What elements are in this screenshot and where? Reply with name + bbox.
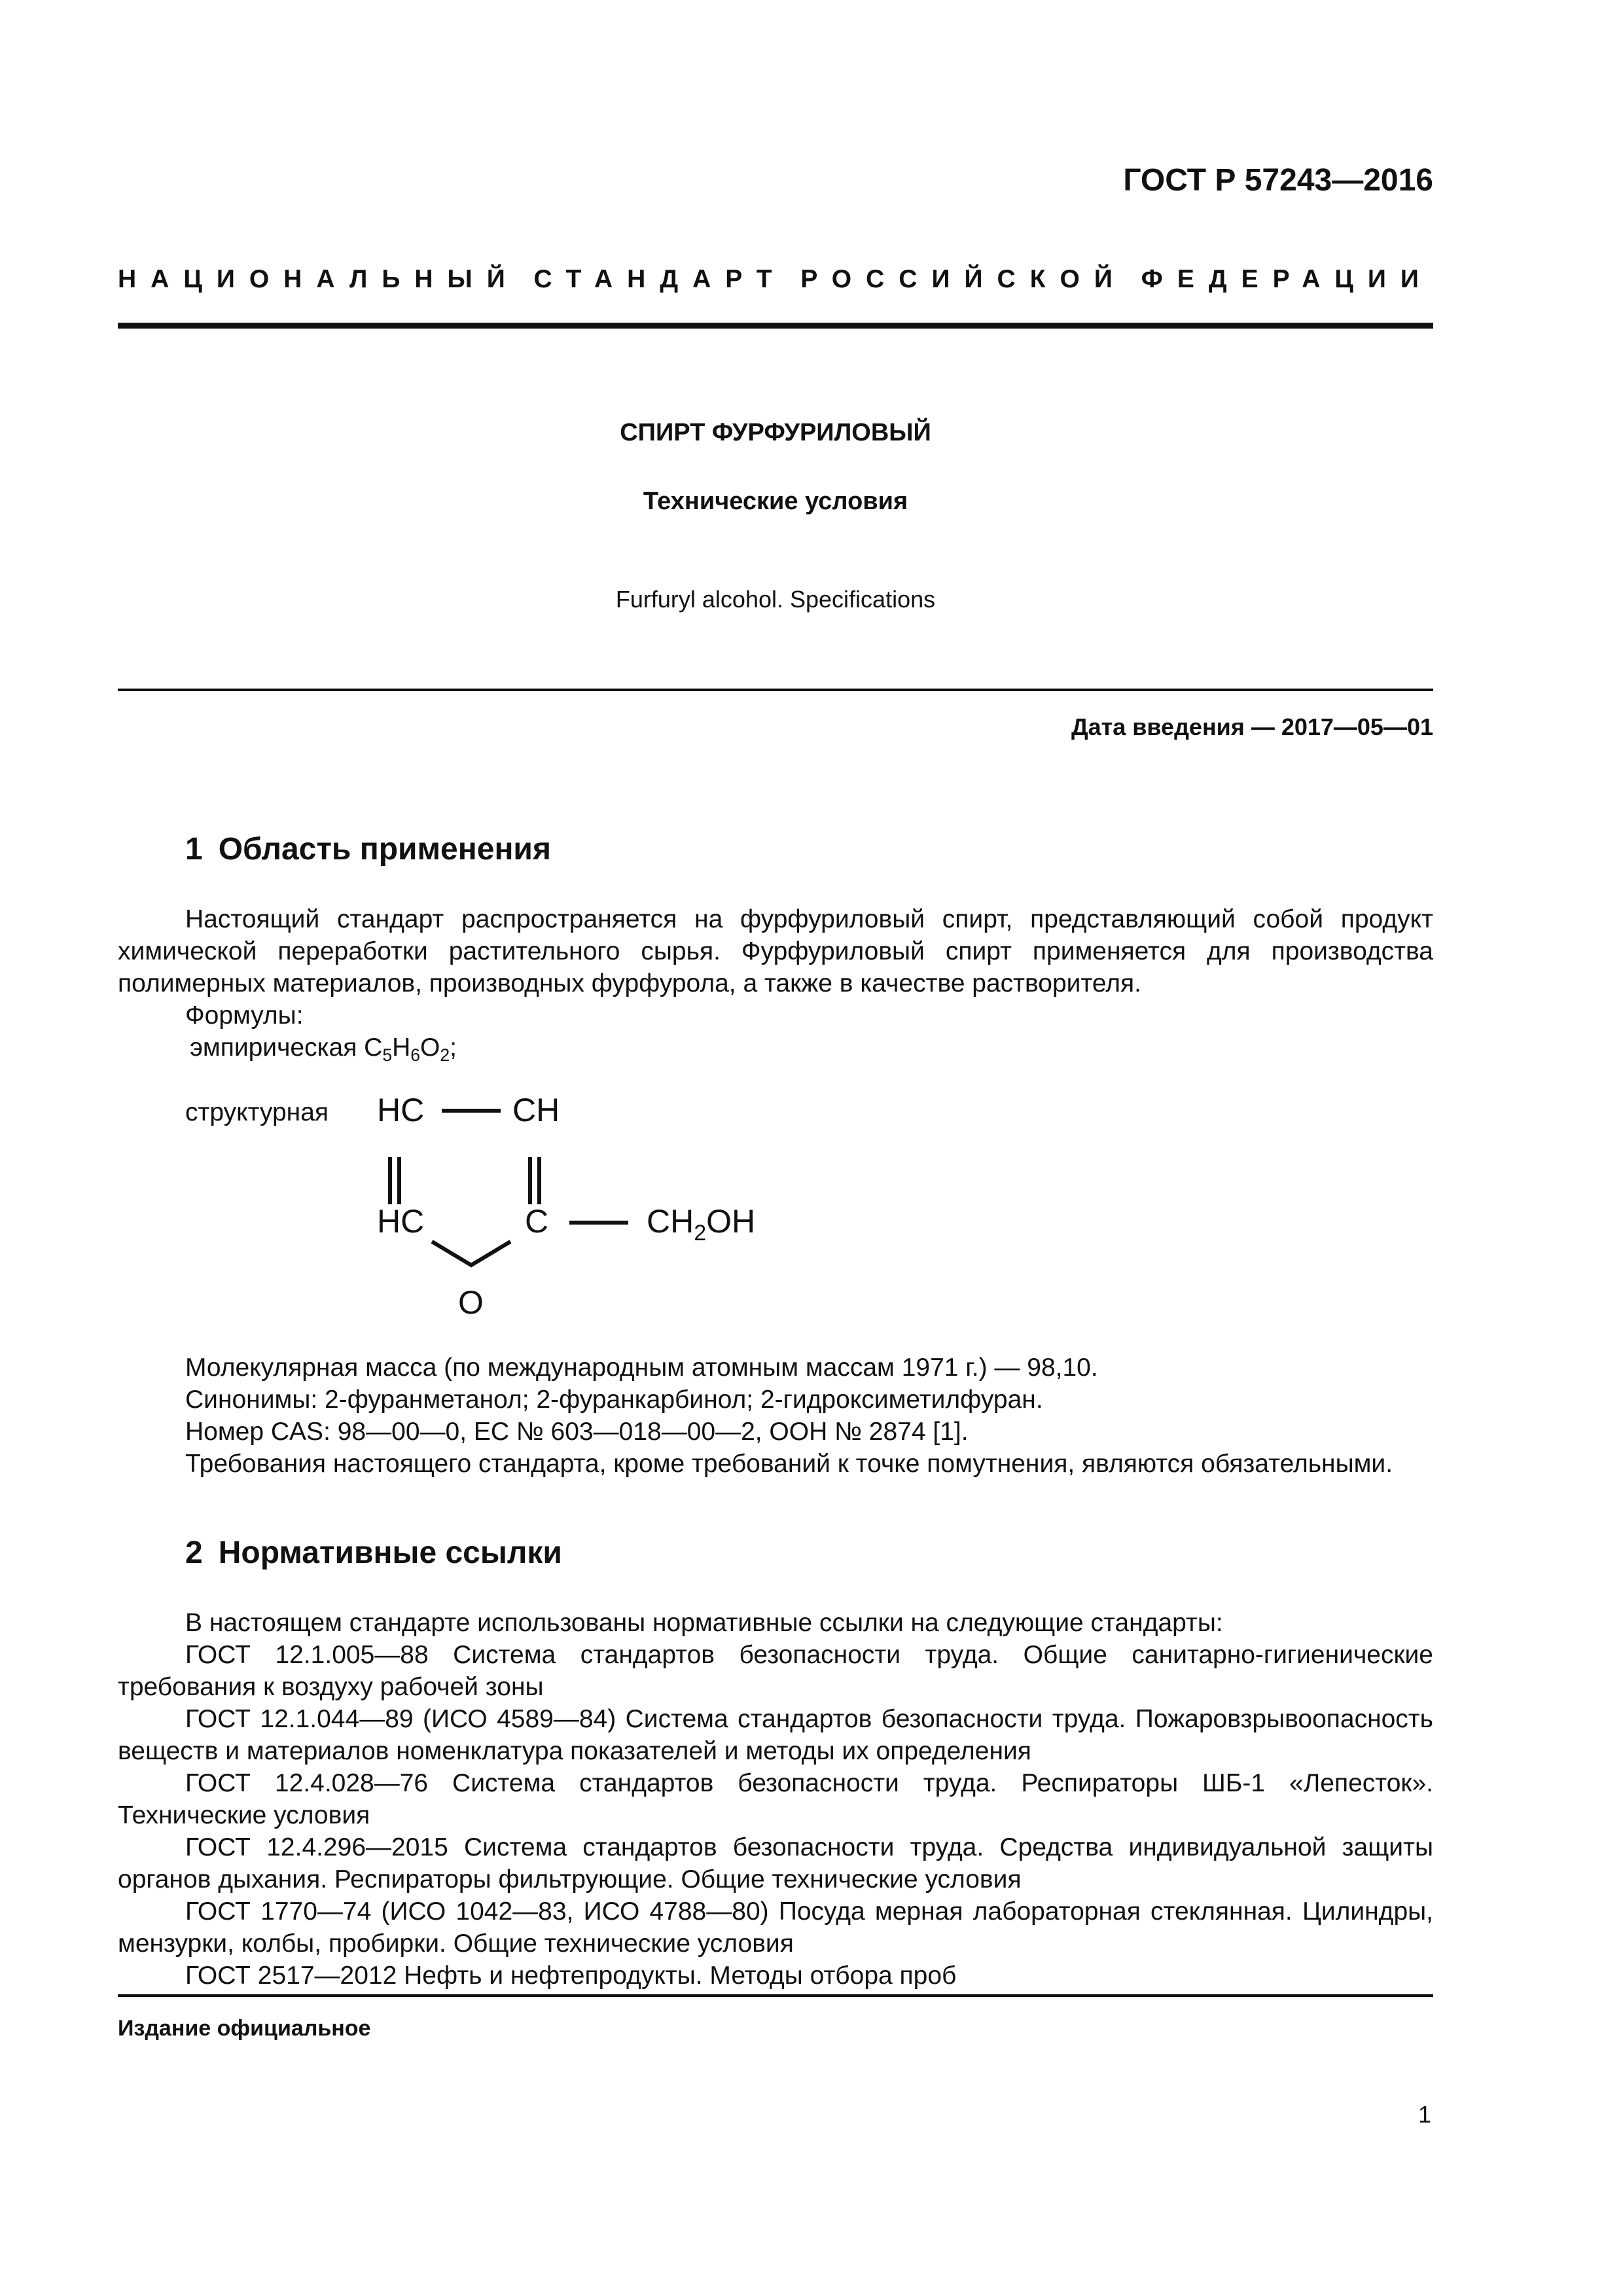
section-1-properties [118, 1352, 1433, 1480]
banner-word: ФЕДЕРАЦИИ [1141, 265, 1433, 293]
official-edition-label: Издание официальное [118, 2016, 371, 2041]
section-title: Область применения [218, 832, 551, 867]
atom-c: C [525, 1203, 549, 1240]
atom-o: O [458, 1284, 484, 1321]
atom-hc-top: HC [377, 1092, 425, 1128]
empirical-label: эмпирическая [190, 1033, 357, 1062]
section-2-heading [185, 1535, 562, 1571]
reference-item: ГОСТ 2517—2012 Нефть и нефтепродукты. Методы отбора проб [185, 1962, 957, 1990]
document-title-english: Furfuryl alcohol. Specifications [615, 586, 936, 613]
document-title: СПИРТ ФУРФУРИЛОВЫЙ [620, 419, 931, 446]
gost-number: ГОСТ Р 57243—2016 [1123, 163, 1433, 198]
title-divider [118, 689, 1433, 691]
structural-formula [366, 1090, 772, 1352]
cas-number: Номер CAS: 98—00—0, ЕС № 603—018—00—2, ООН № 2874 [1]. [185, 1418, 969, 1446]
banner-word: СТАНДАРТ [533, 265, 787, 293]
ring-oxygen-bonds [432, 1242, 510, 1265]
introduction-date: Дата введения — 2017—05—01 [1071, 713, 1433, 740]
formulas-label: Формулы: [185, 1001, 304, 1030]
header-divider [118, 323, 1433, 329]
section-1-body [118, 903, 1433, 1064]
references-intro: В настоящем стандарте использованы нормативные ссылки на следующие стандарты: [185, 1609, 1223, 1637]
reference-item: ГОСТ 12.4.028—76 Система стандартов безопасности труда. Респираторы ШБ-1 «Лепесток». Технические условия [118, 1769, 1433, 1829]
empirical-formula-line [118, 1031, 1433, 1064]
section-number: 1 [185, 832, 203, 867]
reference-item: ГОСТ 12.1.044—89 (ИСО 4589—84) Система стандартов безопасности труда. Пожаровзрывоопасность веществ и материалов номенклатура показателей и методы их определения [118, 1705, 1433, 1765]
molecular-mass: Молекулярная масса (по международным атомным массам 1971 г.) — 98,10. [185, 1354, 1098, 1382]
section-number: 2 [185, 1535, 203, 1570]
footer-divider [118, 1994, 1433, 1997]
reference-item: ГОСТ 12.1.005—88 Система стандартов безопасности труда. Общие санитарно-гигиенические требования к воздуху рабочей зоны [118, 1641, 1433, 1701]
atom-ch-top: CH [512, 1092, 560, 1128]
section-title: Нормативные ссылки [218, 1535, 562, 1570]
section-1-heading [185, 831, 551, 867]
national-standard-banner [118, 265, 1433, 294]
document-subtitle: Технические условия [643, 488, 908, 515]
reference-item: ГОСТ 12.4.296—2015 Система стандартов безопасности труда. Средства индивидуальной защиты органов дыхания. Респираторы фильтрующие. Общие технические условия [118, 1833, 1433, 1893]
requirements-note: Требования настоящего стандарта, кроме требований к точке помутнения, являются обязательными. [185, 1450, 1393, 1478]
scope-paragraph: Настоящий стандарт распространяется на фурфуриловый спирт, представляющий собой продукт химической переработки растительного сырья. Фурфуриловый спирт применяется для производства полимерных материалов, производных фурфурола, а также в качестве растворителя. [118, 905, 1433, 997]
banner-word: НАЦИОНАЛЬНЫЙ [118, 265, 520, 293]
structural-label: структурная [185, 1098, 329, 1126]
substituent-ch2oh: $CH_2OH$ [647, 1203, 756, 1246]
synonyms: Синонимы: 2-фуранметанол; 2-фуранкарбинол; 2-гидроксиметилфуран. [185, 1386, 1043, 1414]
page-number: 1 [1418, 2101, 1431, 2128]
empirical-formula: $C_5H_6O_2$; [364, 1033, 457, 1065]
reference-item: ГОСТ 1770—74 (ИСО 1042—83, ИСО 4788—80) Посуда мерная лабораторная стеклянная. Цилиндры, мензурки, колбы, пробирки. Общие технические условия [118, 1897, 1433, 1958]
banner-word: РОССИЙСКОЙ [800, 265, 1127, 293]
section-2-body [118, 1607, 1433, 1992]
atom-hc-bottom: HC [377, 1203, 425, 1240]
